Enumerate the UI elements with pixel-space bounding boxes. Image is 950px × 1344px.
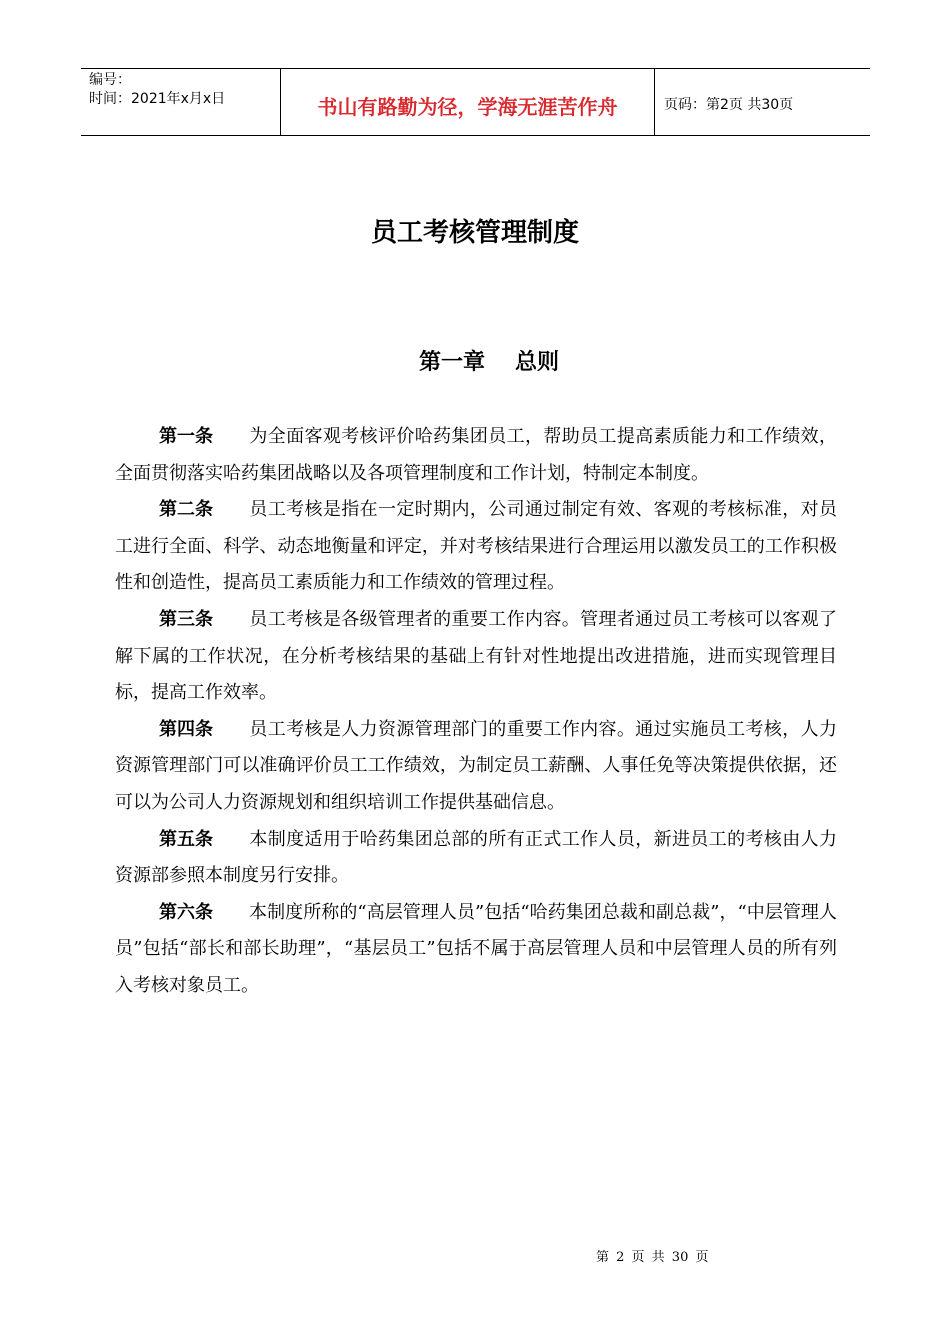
- chapter-heading: [0, 345, 950, 376]
- article-number: 第六条: [159, 901, 213, 923]
- page-footer: 第 2 页 共 30 页: [596, 1250, 709, 1265]
- article-text: 员工考核是人力资源管理部门的重要工作内容。通过实施员工考核，人力资源管理部门可以准确评价员工工作绩效，为制定员工薪酬、人事任免等决策提供依据，还可以为公司人力资源规划和组织培训工作提供基础信息。: [115, 718, 837, 813]
- article-number: 第二条: [159, 499, 213, 521]
- chapter-number: 第一章: [418, 350, 485, 375]
- number-label: 编号：: [89, 72, 131, 88]
- header-meta-cell: [81, 69, 281, 135]
- chapter-title: 总则: [515, 350, 560, 375]
- document-title: 员工考核管理制度: [370, 218, 579, 248]
- page-info: 页码：第2页 共30页: [664, 97, 794, 113]
- article-number: 第四条: [159, 718, 213, 740]
- article: [115, 419, 837, 492]
- article-text: 员工考核是指在一定时期内，公司通过制定有效、客观的考核标准，对员工进行全面、科学、动态地衡量和评定，并对考核结果进行合理运用以激发员工的工作积极性和创造性，提高员工素质能力和工作绩效的管理过程。: [115, 499, 837, 594]
- article-number: 第三条: [159, 608, 213, 630]
- article-number: 第一条: [159, 426, 213, 447]
- article-text: 本制度适用于哈药集团总部的所有正式工作人员，新进员工的考核由人力资源部参照本制度另行安排。: [115, 828, 837, 887]
- article-text: 本制度所称的“高层管理人员”包括“哈药集团总裁和副总裁”，“中层管理人员”包括“部长和部长助理”，“基层员工”包括不属于高层管理人员和中层管理人员的所有列入考核对象员工。: [115, 901, 837, 996]
- document-body: [115, 419, 837, 1005]
- article: [115, 602, 837, 712]
- date-label: 时间：2021年x月x日: [89, 91, 226, 107]
- article: [115, 822, 837, 895]
- page-header: [81, 68, 870, 136]
- motto: 书山有路勤为径，学海无涯苦作舟: [281, 69, 655, 135]
- article-number: 第五条: [159, 828, 213, 850]
- article: [115, 895, 837, 1005]
- article-text: 员工考核是各级管理者的重要工作内容。管理者通过员工考核可以客观了解下属的工作状况，在分析考核结果的基础上有针对性地提出改进措施，进而实现管理目标，提高工作效率。: [115, 608, 837, 704]
- article: [115, 712, 837, 822]
- article: [115, 492, 837, 602]
- article-text: 为全面客观考核评价哈药集团员工，帮助员工提高素质能力和工作绩效，全面贯彻落实哈药集团战略以及各项管理制度和工作计划，特制定本制度。: [115, 426, 837, 484]
